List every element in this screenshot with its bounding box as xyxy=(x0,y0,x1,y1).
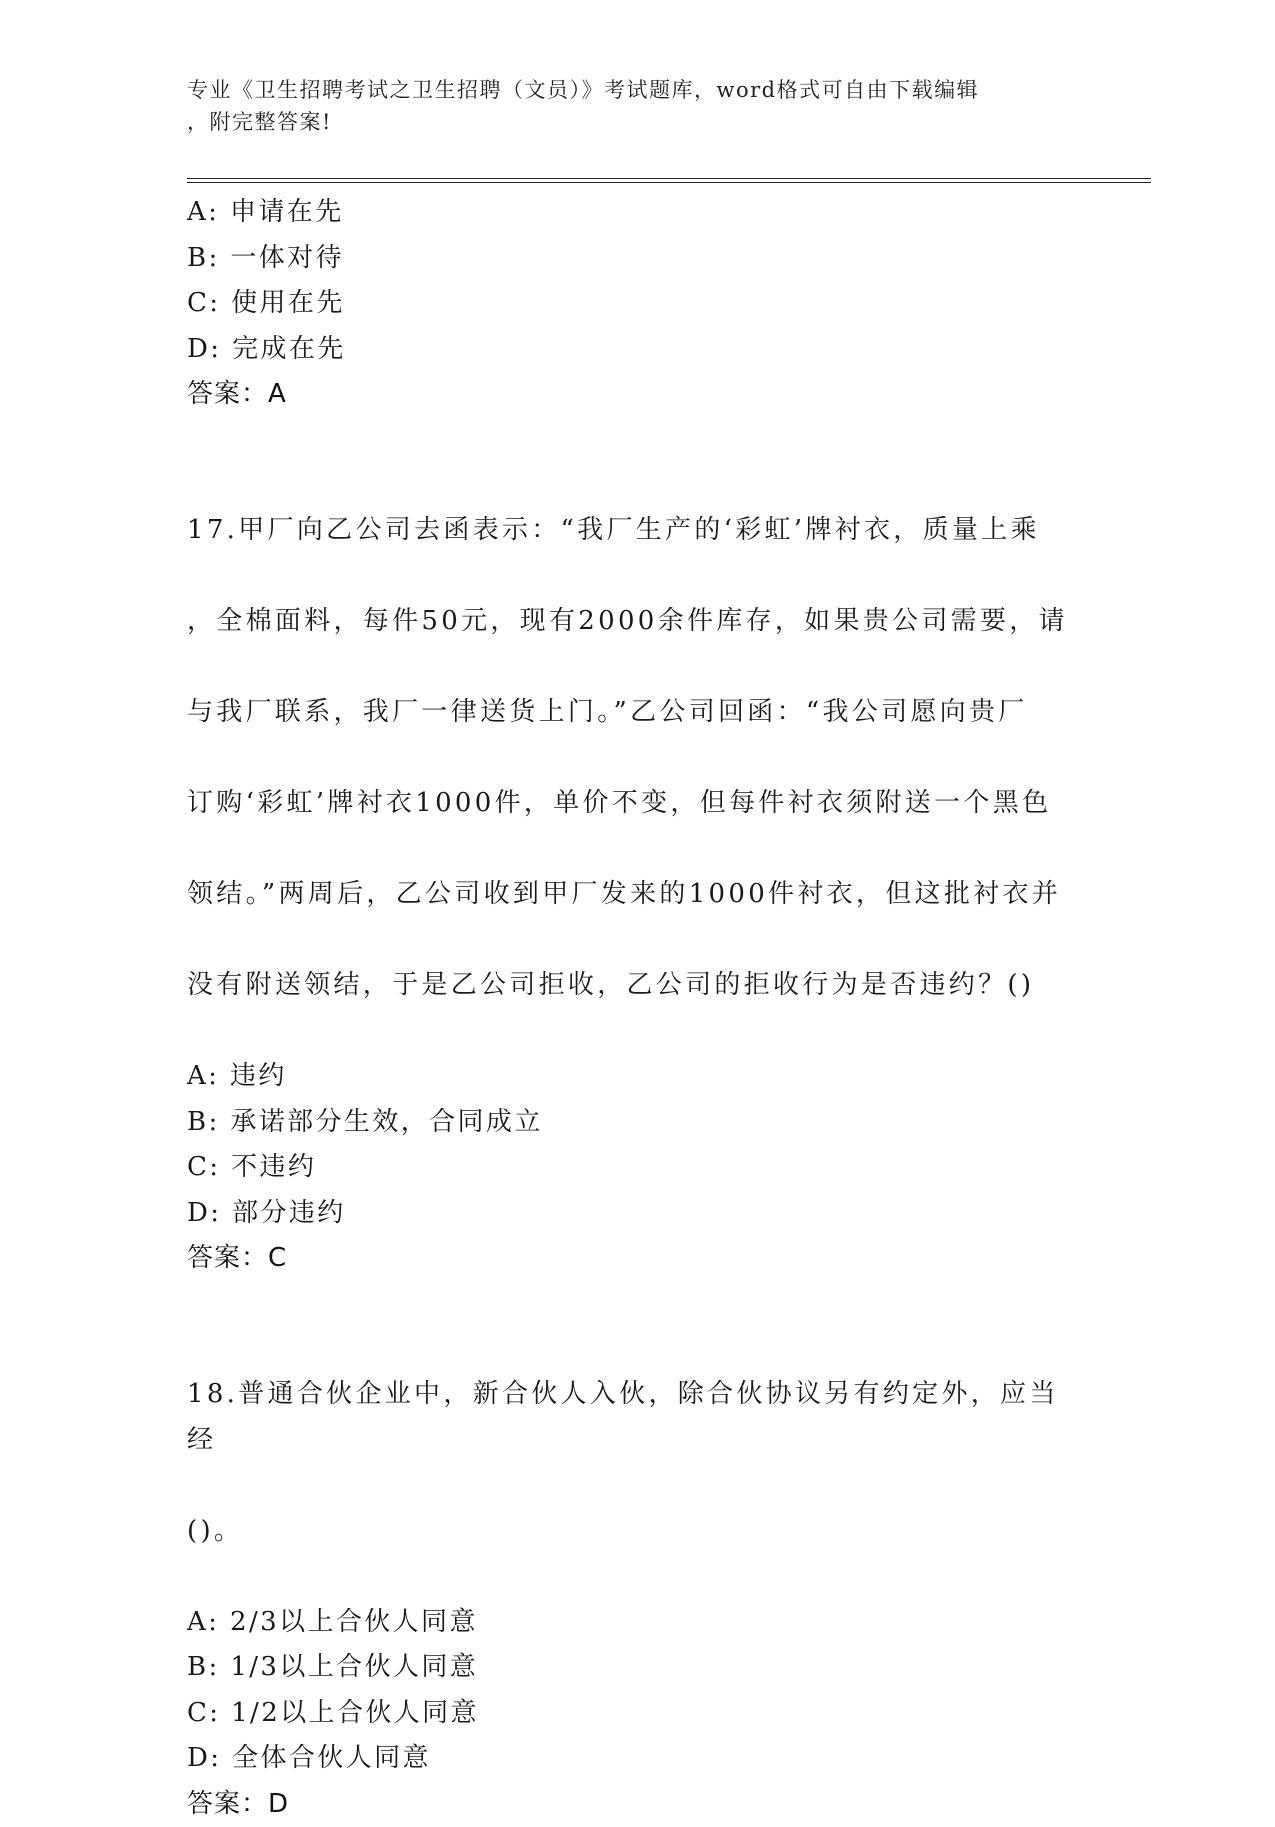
option-a: A: 申请在先 xyxy=(187,190,1077,236)
answer: 答案：C xyxy=(187,1236,1077,1282)
stem-line: 领结。”两周后，乙公司收到甲厂发来的1000件衬衣，但这批衬衣并 xyxy=(187,872,1077,918)
question-stem xyxy=(187,1327,1077,1600)
option-d: D: 部分违约 xyxy=(187,1191,1077,1237)
option-b: B: 1/3以上合伙人同意 xyxy=(187,1645,1077,1691)
option-b: B: 承诺部分生效，合同成立 xyxy=(187,1100,1077,1146)
header-rule-bottom xyxy=(187,182,1151,183)
option-b: B: 一体对待 xyxy=(187,236,1077,282)
stem-line: 没有附送领结，于是乙公司拒收，乙公司的拒收行为是否违约？() xyxy=(187,963,1077,1009)
question-18 xyxy=(187,1327,1077,1827)
stem-line: 18.普通合伙企业中，新合伙人入伙，除合伙协议另有约定外，应当经 xyxy=(187,1372,1077,1463)
answer: 答案：D xyxy=(187,1782,1077,1827)
option-a: A: 违约 xyxy=(187,1054,1077,1100)
header-line-1: 专业《卫生招聘考试之卫生招聘（文员）》考试题库，word格式可自由下载编辑 xyxy=(187,74,1067,106)
option-a: A: 2/3以上合伙人同意 xyxy=(187,1600,1077,1646)
option-d: D: 全体合伙人同意 xyxy=(187,1736,1077,1782)
spacer xyxy=(187,1282,1077,1327)
option-d: D: 完成在先 xyxy=(187,327,1077,373)
question-17 xyxy=(187,463,1077,1282)
option-c: C: 不违约 xyxy=(187,1145,1077,1191)
stem-line: 17.甲厂向乙公司去函表示：“我厂生产的‘彩虹’牌衬衣，质量上乘 xyxy=(187,508,1077,554)
question-stem xyxy=(187,463,1077,1055)
stem-line: ()。 xyxy=(187,1509,1077,1555)
answer: 答案：A xyxy=(187,372,1077,418)
spacer xyxy=(187,418,1077,463)
header-rule-top xyxy=(187,178,1151,179)
option-c: C: 使用在先 xyxy=(187,281,1077,327)
option-c: C: 1/2以上合伙人同意 xyxy=(187,1691,1077,1737)
header-line-2: ，附完整答案! xyxy=(187,106,1067,138)
stem-line: 与我厂联系，我厂一律送货上门。”乙公司回函：“我公司愿向贵厂 xyxy=(187,690,1077,736)
stem-line: 订购‘彩虹’牌衬衣1000件，单价不变，但每件衬衣须附送一个黑色 xyxy=(187,781,1077,827)
question-list xyxy=(187,190,1077,1827)
stem-line: ，全棉面料，每件50元，现有2000余件库存，如果贵公司需要，请 xyxy=(187,599,1077,645)
question-16 xyxy=(187,190,1077,418)
document-header xyxy=(187,74,1067,138)
